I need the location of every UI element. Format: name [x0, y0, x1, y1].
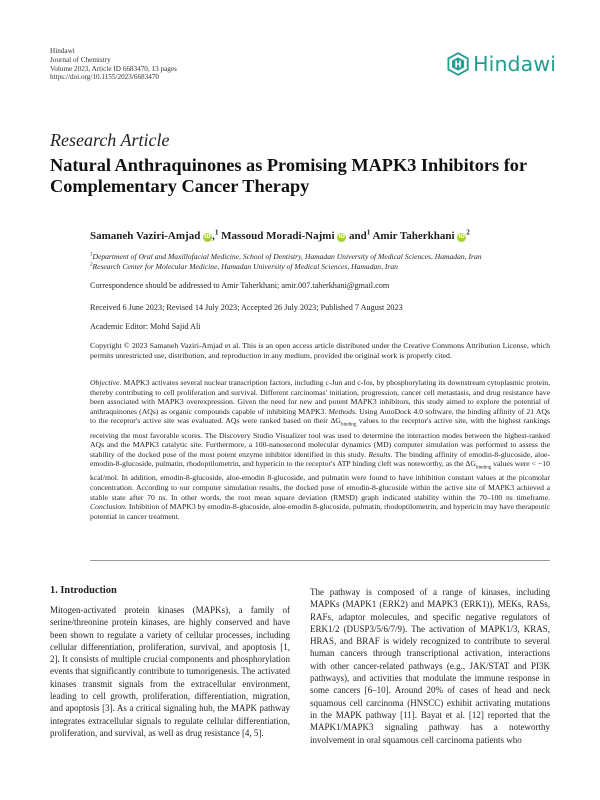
body-column-left: [50, 604, 290, 739]
author-list: [90, 230, 470, 242]
hindawi-hexagon-icon: [446, 47, 470, 81]
volume-info: Volume 2023, Article ID 6683470, 13 pages: [50, 64, 177, 73]
article-dates: Received 6 June 2023; Revised 14 July 2023; Accepted 26 July 2023; Published 7 August 2023: [90, 303, 403, 312]
abstract: Objective. MAPK3 activates several nuclear transcription factors, including c-Jun and c-fos, by phosphorylating its downstream cytoplasmic protein, thereby contributing to cell proliferation and survival. Different carcinomas' initiation, progression, cancer cell metastasis, and drug resistance have been associated with MAPK3 overexpression. Given the need for new and potent MAPK3 inhibitors, this study aimed to explore the potential of anthraquinones (AQs) as organic compounds capable of inhibiting MAPK3. Methods. Using AutoDock 4.0 software, the binding affinity of 21 AQs to the receptor's active site was evaluated. AQs were ranked based on their $\Delta G_{binding}$ values to the receptor's active site, with the highest rankings receiving the most favorable scores. The Discovery Studio Visualizer tool was used to determine the interaction modes between the highest-ranked AQs and the MAPK3 catalytic site. Furthermore, a 100-nanosecond molecular dynamics (MD) computer simulation was performed to assess the stability of the docked pose of the most potent enzyme inhibitor identified in this study. Results. The binding affinity of emodin-8-glucoside, aloe-emodin-8-glucoside, pulmatin, rhodoptilometrin, and hypericin to the receptor's ATP binding cleft was noteworthy, as the $\Delta G_{binding}$ values were < −10 kcal/mol. In addition, emodin-8-glucoside, aloe-emodin 8-glucoside, and pulmatin were found to have inhibition constant values at the picomolar concentration. According to our computer simulation results, the docked pose of emodin-8-glucoside within the active site of MAPK3 achieved a stable state after 70 ns. In other words, the root mean square deviation (RMSD) graph indicated stability within the 70–100 ns timeframe. Conclusion. Inhibition of MAPK3 by emodin-8-glucoside, aloe-emodin 8-glucoside, pulmatin, rhodoptilometrin, and hypericin may have therapeutic potential in cancer treatment.: [90, 378, 551, 521]
affiliation-ref: 1: [366, 228, 371, 237]
author-separator: and: [346, 230, 367, 242]
orcid-icon[interactable]: iD: [338, 234, 345, 240]
affiliations: [90, 252, 482, 272]
orcid-icon[interactable]: iD: [204, 234, 211, 240]
abstract-methods-label: Methods.: [328, 406, 357, 416]
affiliation-item: $^2$Research Center for Molecular Medicine, Hamadan University of Medical Sciences, Hamadan, Iran: [90, 262, 398, 271]
abstract-conclusion-label: Conclusion.: [90, 502, 127, 512]
copyright-notice: Copyright © 2023 Samaneh Vaziri-Amjad et al. This is an open access article distributed under the Creative Commons Attribution License, which permits unrestricted use, distribution, and reproduction in any medium, provided the original work is properly cited.: [90, 341, 550, 360]
body-column-right: [310, 586, 550, 746]
abstract-objective-label: Objective.: [90, 378, 122, 387]
affiliation-ref: 1: [214, 228, 219, 237]
journal-meta: [50, 47, 177, 82]
introduction-heading: 1. Introduction: [50, 585, 117, 596]
affiliation-item: $^1$Department of Oral and Maxillofacial Medicine, School of Dentistry, Hamadan University of Medical Sciences, Hamadan, Iran: [90, 252, 482, 261]
section-divider: [90, 560, 550, 561]
abstract-results-label: Results.: [368, 449, 393, 459]
author-name[interactable]: Massoud Moradi-Najmi: [221, 230, 335, 242]
doi-link[interactable]: https://doi.org/10.1155/2023/6683470: [50, 73, 160, 82]
correspondence: Correspondence should be addressed to Amir Taherkhani; amir.007.taherkhani@gmail.com: [90, 281, 390, 290]
paragraph: The pathway is composed of a range of kinases, including MAPKs (MAPK1 (ERK2) and MAPK3 (ERK1)), MEKs, RASs, RAFs, adaptor molecules, and specific negative regulators of ERK1/2 (DUSP3/5/6/7/9). The activation of MAPK1/3, KRAS, HRAS, and BRAF is widely recognized to contribute to several human cancers through transcriptional activation, interactions with other cancer-related pathways (e.g., JAK/STAT and PI3K pathways), and activities that modulate the immune response in some cancers [6–10]. Around 20% of cases of head and neck squamous cell carcinoma (HNSCC) exhibit activating mutations in the MAPK pathway [11]. Bayat et al. [12] reported that the MAPK1/MAPK3 signaling pathway has a noteworthy involvement in oral squamous cell carcinoma patients who: [310, 587, 550, 745]
article-title: Natural Anthraquinones as Promising MAPK3 Inhibitors for Complementary Cancer Therapy: [50, 155, 527, 196]
logo-wordmark: Hindawi: [473, 52, 556, 76]
abstract-conclusion: Inhibition of MAPK3 by emodin-8-glucoside, aloe-emodin 8-glucoside, pulmatin, rhodoptilometrin, and hypericin may have therapeutic potential in cancer treatment.: [90, 502, 550, 521]
author-name[interactable]: Samaneh Vaziri-Amjad: [90, 230, 201, 242]
academic-editor: Academic Editor: Mohd Sajid Ali: [90, 322, 201, 331]
orcid-icon[interactable]: iD: [458, 234, 465, 240]
author-separator: ,: [212, 230, 215, 242]
paragraph: Mitogen-activated protein kinases (MAPKs), a family of serine/threonine protein kinases, are highly conserved and have been shown to regulate a variety of cellular processes, including cellular differentiation, proliferation, survival, and apoptosis [1, 2]. It consists of multiple crucial components and phosphorylation events that significantly contribute to tumorigenesis. The activated kinases transmit signals from the extracellular environment, leading to cell growth, proliferation, differentiation, migration, and apoptosis [3]. As a critical signaling hub, the MAPK pathway integrates extracellular signals to regulate cellular differentiation, proliferation, and survival, as well as drug resistance [4, 5].: [50, 605, 290, 738]
journal-name: Journal of Chemistry: [50, 55, 111, 64]
abstract-objective: MAPK3 activates several nuclear transcription factors, including c-Jun and c-fos, by phosphorylating its downstream cytoplasmic protein, thereby contributing to cell proliferation and survival. Different carcinomas' initiation, progression, cancer cell metastasis, and drug resistance have been associated with MAPK3 overexpression. Given the need for new and potent MAPK3 inhibitors, this study aimed to explore the potential of anthraquinones (AQs) as organic compounds capable of inhibiting MAPK3.: [90, 378, 550, 416]
publisher-name: Hindawi: [50, 47, 75, 55]
author-name[interactable]: Amir Taherkhani: [372, 230, 455, 242]
article-type: Research Article: [50, 130, 170, 150]
hindawi-logo: [446, 46, 556, 82]
affiliation-ref: 2: [466, 228, 470, 237]
